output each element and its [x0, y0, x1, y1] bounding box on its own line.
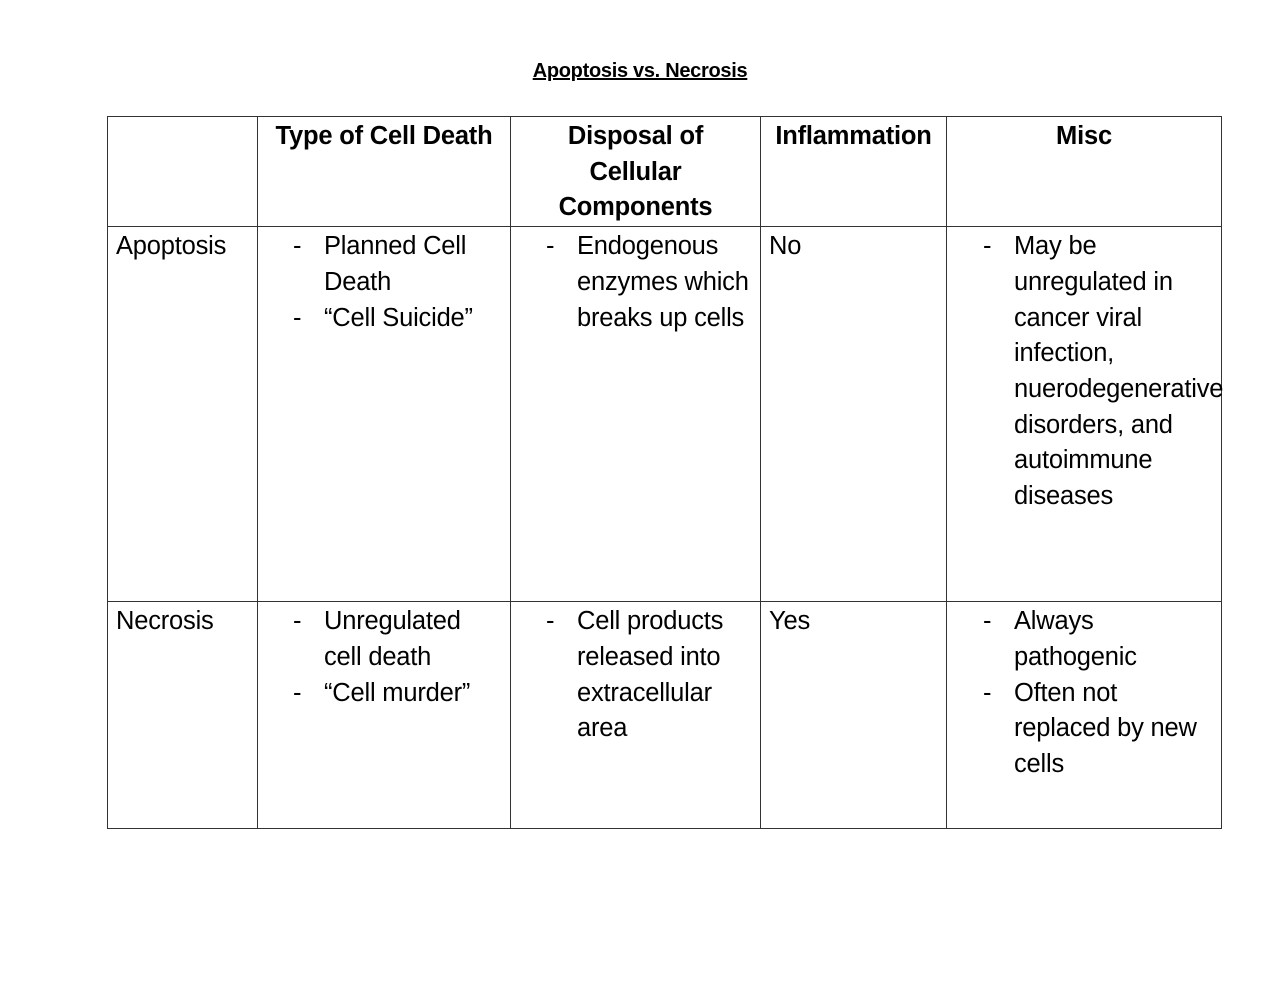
inflammation-cell: No: [761, 227, 947, 602]
misc-cell: [947, 602, 1222, 829]
header-empty: [108, 117, 258, 227]
row-label: Apoptosis: [108, 227, 258, 602]
list-item: - Unregulated cell death: [324, 604, 502, 675]
misc-cell: [947, 227, 1222, 602]
list-item: - “Cell Suicide”: [324, 301, 502, 337]
header-type-of-cell-death: Type of Cell Death: [258, 117, 511, 227]
type-cell: [258, 227, 511, 602]
header-row: [108, 117, 1222, 227]
list-item: - Often not replaced by new cells: [1014, 676, 1213, 783]
list-item: - Always pathogenic: [1014, 604, 1213, 675]
table-row-apoptosis: [108, 227, 1222, 602]
row-label: Necrosis: [108, 602, 258, 829]
misc-list: [955, 604, 1213, 783]
disposal-cell: [511, 227, 761, 602]
list-item: - Cell products released into extracellular area: [577, 604, 752, 747]
type-cell: [258, 602, 511, 829]
list-item: - Endogenous enzymes which breaks up cells: [577, 229, 752, 336]
list-item: - Planned Cell Death: [324, 229, 502, 300]
type-list: [266, 604, 502, 711]
disposal-list: [519, 604, 752, 747]
header-inflammation: Inflammation: [761, 117, 947, 227]
misc-list: [955, 229, 1224, 515]
disposal-cell: [511, 602, 761, 829]
list-item: - May be unregulated in cancer viral infection, nuerodegenerative disorders, and autoimmune diseases: [1014, 229, 1213, 515]
table-row-necrosis: [108, 602, 1222, 829]
type-list: [266, 229, 502, 336]
disposal-list: [519, 229, 752, 336]
list-item: - “Cell murder”: [324, 676, 502, 712]
header-disposal: Disposal of Cellular Components: [511, 117, 761, 227]
document-title: Apoptosis vs. Necrosis: [532, 60, 748, 82]
comparison-table: [107, 116, 1222, 829]
header-misc: Misc: [947, 117, 1222, 227]
inflammation-cell: Yes: [761, 602, 947, 829]
